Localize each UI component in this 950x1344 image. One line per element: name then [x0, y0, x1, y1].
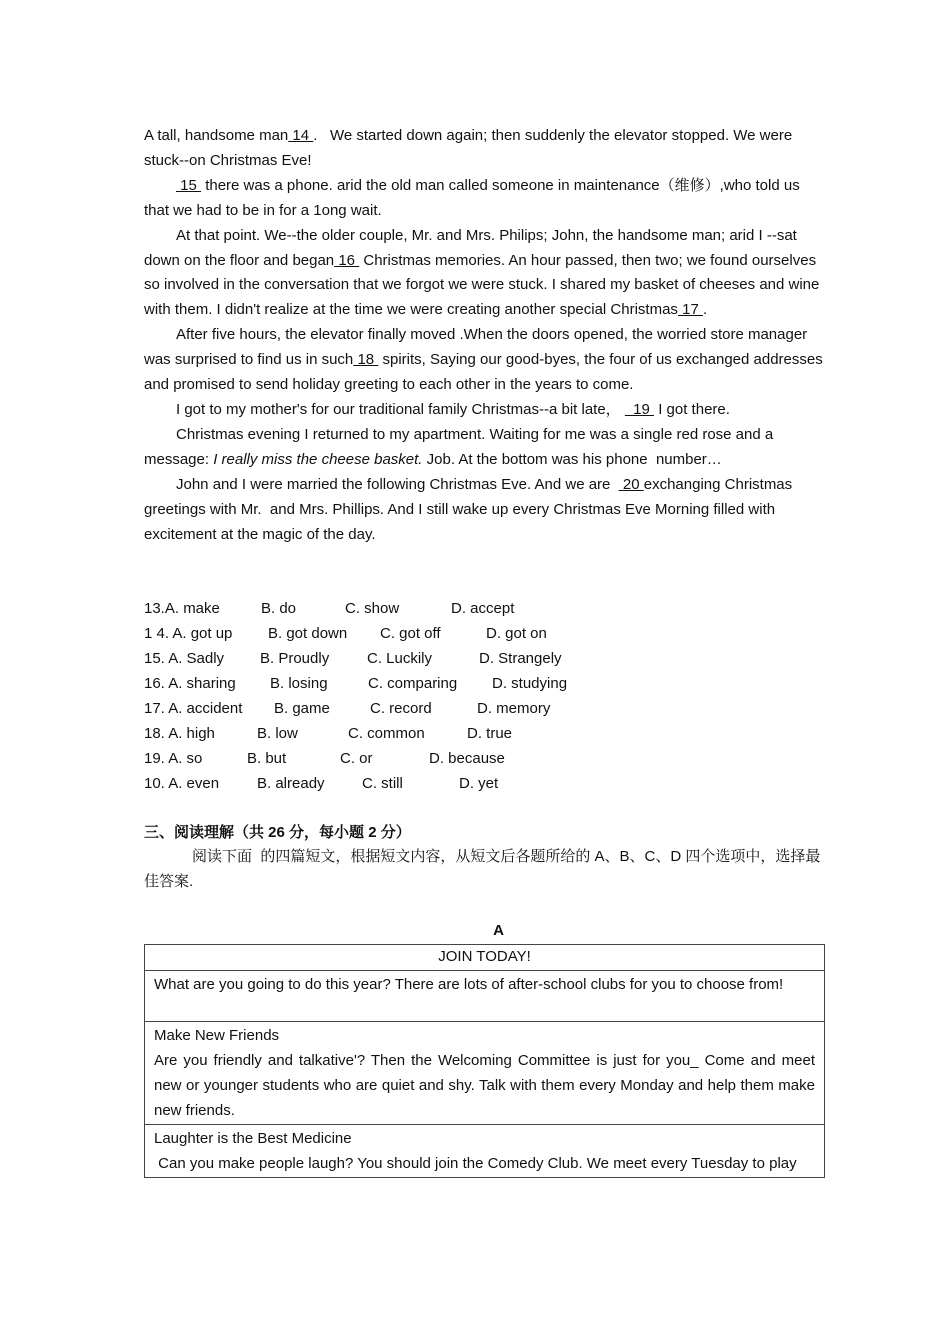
table-row: [145, 945, 825, 971]
option-a: 17. A. accident: [144, 699, 243, 717]
option-row: [144, 622, 824, 647]
table-row: [145, 1124, 825, 1177]
text: Christmas memories. An hour passed, then two; we found ourselves so involved in the conversation that we forgot we were stuck. I shared my basket of cheeses and wine with them. I didn't realize at the time we were creating another special Christmas: [144, 251, 824, 319]
passage-label: A: [493, 922, 504, 940]
option-d: D. because: [429, 749, 505, 767]
option-d: D. yet: [459, 774, 499, 792]
option-row: [144, 772, 824, 797]
paragraph-4: [144, 323, 827, 398]
option-d: D. true: [467, 724, 513, 742]
option-row: [144, 597, 824, 622]
blank-20: 20: [618, 475, 644, 493]
club-cell: [145, 1022, 825, 1125]
options-list: [144, 597, 824, 796]
text: At that point. We--the older couple, Mr. and Mrs. Philips; John, the handsome man; arid I --sat down on the floor and began: [144, 226, 802, 269]
italic-message: I really miss the cheese basket.: [213, 450, 423, 468]
option-d: D. memory: [477, 699, 551, 717]
blank-15: 15: [176, 176, 202, 194]
text: I got to my mother's for our traditional family Christmas--a bit late，: [176, 400, 625, 418]
table-row: [145, 971, 825, 1022]
text: Christmas evening I returned to my apartment. Waiting for me was a single red rose and a message:: [144, 425, 778, 468]
option-b: B. got down: [268, 625, 348, 643]
option-b: B. already: [257, 774, 325, 792]
clubs-table: [144, 944, 825, 1177]
blank-17: 17: [677, 301, 703, 319]
option-a: 18. A. high: [144, 724, 215, 742]
paragraph-2: [144, 174, 824, 224]
blank-18: 18: [353, 351, 379, 369]
option-row: [144, 672, 824, 697]
option-row: [144, 647, 824, 672]
text: I got there.: [654, 400, 730, 418]
text: A tall, handsome man: [144, 127, 289, 144]
paragraph-7: [144, 473, 824, 548]
option-c: C. still: [362, 774, 403, 792]
option-d: D. Strangely: [479, 650, 562, 668]
blank-14: 14: [288, 127, 314, 144]
option-a: 19. A. so: [144, 749, 203, 767]
option-b: B. game: [274, 699, 330, 717]
club-title: Make New Friends: [154, 1027, 280, 1045]
option-b: B. losing: [270, 675, 328, 693]
text: exchanging Christmas greetings with Mr. and Mrs. Phillips. And I still wake up every Christmas Eve Morning filled with excitement at the magic of the day.: [144, 475, 797, 543]
blank-16: 16: [334, 251, 360, 269]
option-a: 15. A. Sadly: [144, 650, 225, 668]
intro-cell: What are you going to do this year? There are lots of after-school clubs for you to choose from!: [145, 971, 825, 1022]
paragraph-5: [144, 398, 824, 423]
option-a: 1 4. A. got up: [144, 625, 233, 643]
paragraph-1: [144, 124, 824, 174]
option-b: B. do: [261, 600, 297, 618]
option-c: C. or: [340, 749, 373, 767]
option-c: C. common: [348, 724, 425, 742]
option-row: [144, 697, 824, 722]
blank-19: 19: [624, 400, 655, 418]
option-d: D. accept: [451, 600, 515, 618]
option-d: D. got on: [486, 625, 547, 643]
paragraph-3: [144, 224, 824, 324]
option-c: C. Luckily: [367, 650, 433, 668]
club-description: Are you friendly and talkative'? Then the Welcoming Committee is just for you_ Come and meet new or younger students who are quiet and shy. Talk with them every Monday and help them make new friends.: [154, 1052, 815, 1119]
text: .: [702, 301, 708, 319]
club-description: Can you make people laugh? You should join the Comedy Club. We meet every Tuesday to play: [154, 1154, 797, 1172]
option-b: B. but: [247, 749, 287, 767]
option-c: C. show: [345, 600, 400, 618]
text: there was a phone. arid the old man called someone in maintenance（维修）,who told us that we had to be in for a 1ong wait.: [144, 176, 804, 219]
option-a: 16. A. sharing: [144, 675, 236, 693]
text: After five hours, the elevator finally moved .When the doors opened, the worried store manager was surprised to find us in such: [144, 326, 812, 369]
option-c: C. record: [370, 699, 432, 717]
option-row: [144, 722, 824, 747]
option-d: D. studying: [492, 675, 568, 693]
text: John and I were married the following Christmas Eve. And we are: [176, 475, 619, 493]
option-a: 10. A. even: [144, 774, 220, 792]
club-cell: [145, 1124, 825, 1177]
option-row: [144, 747, 824, 772]
table-header: JOIN TODAY!: [145, 945, 825, 971]
option-c: C. got off: [380, 625, 441, 643]
option-b: B. Proudly: [260, 650, 330, 668]
text: Job. At the bottom was his phone number…: [422, 450, 722, 468]
table-row: [145, 1022, 825, 1125]
text: spirits, Saying our good-byes, the four of us exchanged addresses and promised to send holiday greeting to each other in the years to come.: [144, 351, 827, 394]
paragraph-6: [144, 423, 824, 473]
section-instruction: 阅读下面 的四篇短文，根据短文内容，从短文后各题所给的 A、B、C、D 四个选项中，选择最佳答案.: [144, 848, 821, 891]
section-title: 三、阅读理解（共 26 分，每小题 2 分）: [144, 823, 411, 841]
text: . We started down again; then suddenly the elevator stopped. We were stuck--on Christmas Eve!: [144, 127, 797, 169]
club-title: Laughter is the Best Medicine: [154, 1129, 352, 1147]
option-b: B. low: [257, 724, 298, 742]
document-page: [144, 124, 827, 1178]
option-a: 13.A. make: [144, 600, 220, 618]
option-c: C. comparing: [368, 675, 458, 693]
